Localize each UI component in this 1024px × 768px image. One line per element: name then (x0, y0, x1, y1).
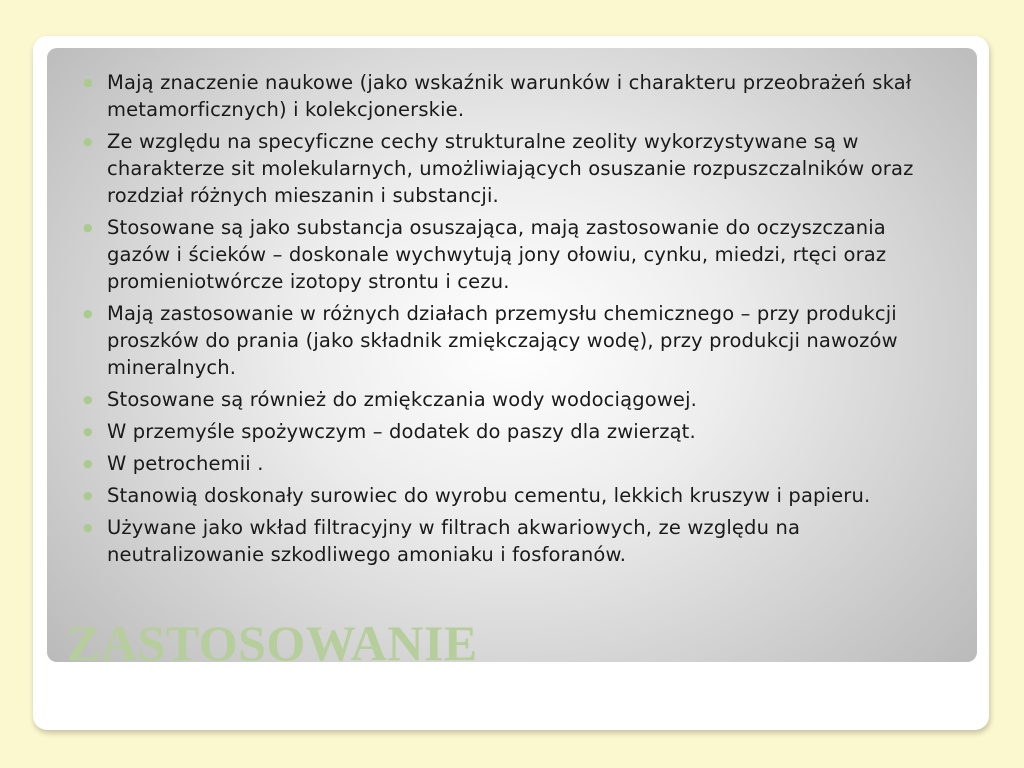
bullet-text: Mają znaczenie naukowe (jako wskaźnik warunków i charakteru przeobrażeń skał metamorficznych) i kolekcjonerskie. (107, 71, 912, 121)
bullet-text: Stanowią doskonały surowiec do wyrobu cementu, lekkich kruszyw i papieru. (107, 484, 871, 507)
bullet-item (75, 214, 955, 295)
bullet-item (75, 514, 955, 568)
slide-title: ZASTOSOWANIE (67, 615, 478, 662)
slide-frame (33, 36, 989, 730)
bullet-item (75, 450, 955, 477)
bullet-text: Mają zastosowanie w różnych działach przemysłu chemicznego – przy produkcji proszków do prania (jako składnik zmiękczający wodę), przy produkcji nawozów mineralnych. (107, 302, 898, 379)
circle-bullet-icon: ● (83, 457, 93, 470)
circle-bullet-icon: ● (83, 135, 93, 148)
bullet-text: Ze względu na specyficzne cechy strukturalne zeolity wykorzystywane są w charakterze sit molekularnych, umożliwiających osuszanie rozpuszczalników oraz rozdział różnych mieszanin i substancji. (107, 130, 914, 207)
circle-bullet-icon: ● (83, 393, 93, 406)
bullet-text: Stosowane są również do zmiękczania wody wodociągowej. (107, 388, 697, 411)
bullet-item (75, 128, 955, 209)
bullet-item (75, 386, 955, 413)
circle-bullet-icon: ● (83, 221, 93, 234)
bullet-list (75, 69, 955, 573)
circle-bullet-icon: ● (83, 521, 93, 534)
bullet-item (75, 300, 955, 381)
circle-bullet-icon: ● (83, 76, 93, 89)
bullet-text: Stosowane są jako substancja osuszająca, mają zastosowanie do oczyszczania gazów i ścieków – doskonale wychwytują jony ołowiu, cynku, miedzi, rtęci oraz promieniotwórcze izotopy strontu i cezu. (107, 216, 887, 293)
circle-bullet-icon: ● (83, 489, 93, 502)
bullet-item (75, 69, 955, 123)
bullet-text: Używane jako wkład filtracyjny w filtrach akwariowych, ze względu na neutralizowanie szkodliwego amoniaku i fosforanów. (107, 516, 801, 566)
bullet-item (75, 482, 955, 509)
circle-bullet-icon: ● (83, 425, 93, 438)
bullet-text: W przemyśle spożywczym – dodatek do paszy dla zwierząt. (107, 420, 696, 443)
circle-bullet-icon: ● (83, 307, 93, 320)
slide-panel (47, 48, 977, 662)
bullet-item (75, 418, 955, 445)
bullet-text: W petrochemii . (107, 452, 264, 475)
